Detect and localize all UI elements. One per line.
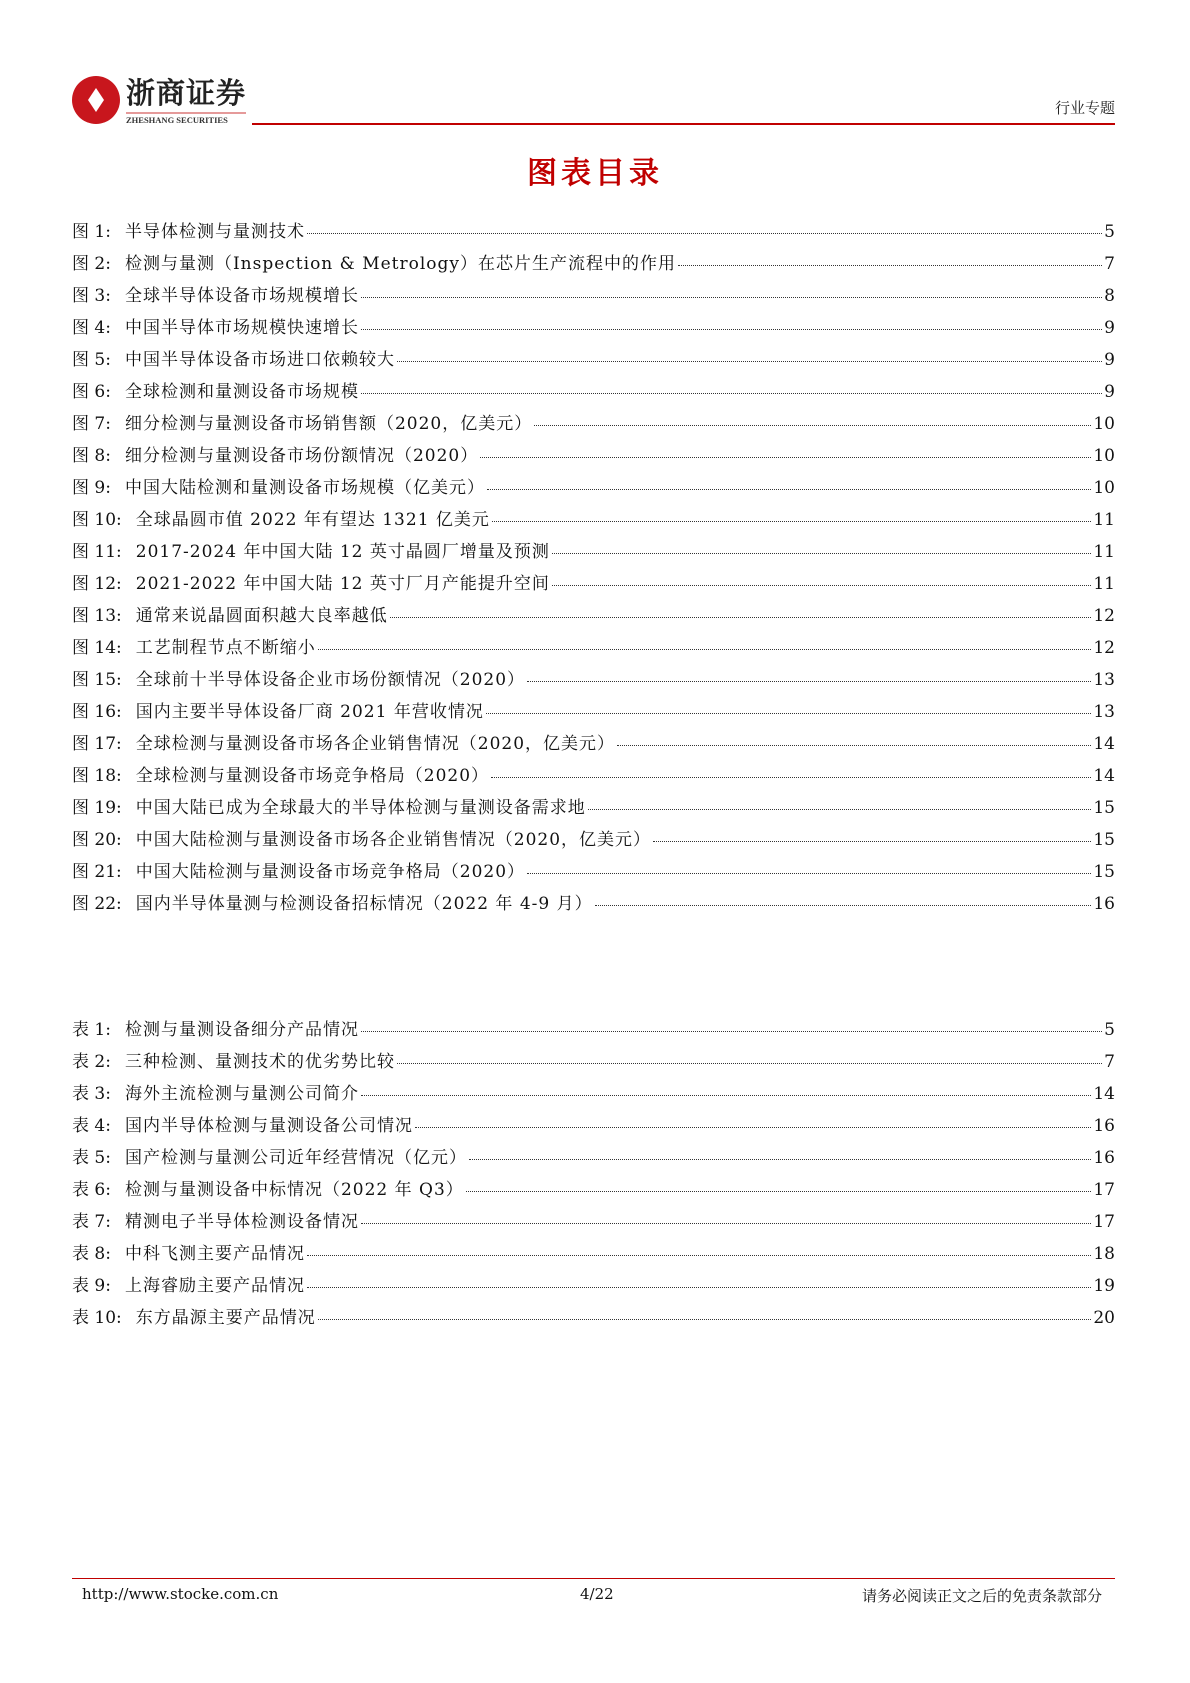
- dot-leader: [361, 1095, 1091, 1096]
- dot-leader: [307, 233, 1102, 234]
- dot-leader: [595, 905, 1092, 906]
- dot-leader: [466, 1191, 1092, 1192]
- figure-label: 图 13:: [72, 606, 122, 626]
- table-title: 检测与量测设备细分产品情况: [124, 1020, 359, 1040]
- footer-disclaimer: 请务必阅读正文之后的免责条款部分: [861, 1587, 1102, 1605]
- table-page: 17: [1093, 1212, 1115, 1232]
- table-title: 上海睿励主要产品情况: [124, 1276, 305, 1296]
- dot-leader: [480, 457, 1091, 458]
- dot-leader: [653, 841, 1091, 842]
- page-number: 4/22: [580, 1585, 614, 1603]
- figure-entry[interactable]: [72, 441, 1115, 473]
- dot-leader: [617, 745, 1091, 746]
- table-title: 国内半导体检测与量测设备公司情况: [124, 1116, 413, 1136]
- footer-url[interactable]: http://www.stocke.com.cn: [82, 1585, 279, 1603]
- figure-label: 图 21:: [72, 862, 122, 882]
- figure-entry[interactable]: [72, 377, 1115, 409]
- dot-leader: [361, 1223, 1091, 1224]
- table-page: 16: [1093, 1116, 1115, 1136]
- dot-leader: [318, 649, 1092, 650]
- dot-leader: [491, 777, 1091, 778]
- figure-page: 10: [1093, 478, 1115, 498]
- figure-title: 中国大陆已成为全球最大的半导体检测与量测设备需求地: [135, 798, 586, 818]
- figure-entry[interactable]: [72, 633, 1115, 665]
- table-title: 三种检测、量测技术的优劣势比较: [124, 1052, 395, 1072]
- figure-entry[interactable]: [72, 217, 1115, 249]
- table-label: 表 9:: [72, 1276, 111, 1296]
- table-entry[interactable]: [72, 1047, 1115, 1079]
- figure-title: 全球检测与量测设备市场各企业销售情况（2020，亿美元）: [135, 734, 616, 754]
- dot-leader: [397, 361, 1102, 362]
- figure-title: 2017-2024 年中国大陆 12 英寸晶圆厂增量及预测: [135, 542, 550, 562]
- table-label: 表 5:: [72, 1148, 111, 1168]
- figure-label: 图 5:: [72, 350, 111, 370]
- dot-leader: [527, 873, 1091, 874]
- figure-title: 中国半导体设备市场进口依赖较大: [124, 350, 395, 370]
- table-page: 5: [1104, 1020, 1115, 1040]
- dot-leader: [390, 617, 1092, 618]
- figure-label: 图 11:: [72, 542, 122, 562]
- figure-label: 图 19:: [72, 798, 122, 818]
- figure-page: 15: [1093, 798, 1115, 818]
- table-label: 表 2:: [72, 1052, 111, 1072]
- figure-page: 10: [1093, 414, 1115, 434]
- figure-label: 图 3:: [72, 286, 111, 306]
- figure-page: 8: [1104, 286, 1115, 306]
- dot-leader: [469, 1159, 1091, 1160]
- table-entry[interactable]: [72, 1239, 1115, 1271]
- figure-entry[interactable]: [72, 729, 1115, 761]
- table-entry[interactable]: [72, 1015, 1115, 1047]
- figure-label: 图 16:: [72, 702, 122, 722]
- dot-leader: [552, 585, 1091, 586]
- figure-title: 检测与量测（Inspection & Metrology）在芯片生产流程中的作用: [124, 254, 677, 274]
- figure-label: 图 15:: [72, 670, 122, 690]
- table-title: 精测电子半导体检测设备情况: [124, 1212, 359, 1232]
- figure-entry[interactable]: [72, 505, 1115, 537]
- figure-page: 9: [1104, 382, 1115, 402]
- figure-entry[interactable]: [72, 281, 1115, 313]
- table-page: 20: [1093, 1308, 1115, 1328]
- table-entry[interactable]: [72, 1271, 1115, 1303]
- dot-leader: [487, 489, 1091, 490]
- figure-page: 10: [1093, 446, 1115, 466]
- dot-leader: [361, 297, 1102, 298]
- dot-leader: [486, 713, 1092, 714]
- figure-label: 图 9:: [72, 478, 111, 498]
- table-label: 表 7:: [72, 1212, 111, 1232]
- figure-label: 图 22:: [72, 894, 122, 914]
- figure-label: 图 18:: [72, 766, 122, 786]
- figure-page: 9: [1104, 318, 1115, 338]
- figure-title: 国内半导体量测与检测设备招标情况（2022 年 4-9 月）: [135, 894, 593, 914]
- figure-entry[interactable]: [72, 793, 1115, 825]
- table-entry[interactable]: [72, 1175, 1115, 1207]
- table-page: 14: [1093, 1084, 1115, 1104]
- figure-list: [72, 217, 1115, 921]
- dot-leader: [361, 393, 1102, 394]
- figure-title: 国内主要半导体设备厂商 2021 年营收情况: [135, 702, 484, 722]
- dot-leader: [307, 1255, 1091, 1256]
- figure-label: 图 17:: [72, 734, 122, 754]
- figure-label: 图 10:: [72, 510, 122, 530]
- figure-label: 图 1:: [72, 222, 111, 242]
- logo-en: ZHESHANG SECURITIES: [126, 112, 246, 125]
- figure-title: 通常来说晶圆面积越大良率越低: [135, 606, 388, 626]
- figure-title: 全球晶圆市值 2022 年有望达 1321 亿美元: [135, 510, 490, 530]
- figure-title: 中国大陆检测与量测设备市场各企业销售情况（2020，亿美元）: [135, 830, 652, 850]
- table-label: 表 10:: [72, 1308, 122, 1328]
- figure-page: 15: [1093, 862, 1115, 882]
- table-page: 18: [1093, 1244, 1115, 1264]
- table-entry[interactable]: [72, 1111, 1115, 1143]
- figure-entry[interactable]: [72, 889, 1115, 921]
- table-entry[interactable]: [72, 1303, 1115, 1335]
- figure-page: 5: [1104, 222, 1115, 242]
- figure-label: 图 8:: [72, 446, 111, 466]
- table-label: 表 6:: [72, 1180, 111, 1200]
- table-entry[interactable]: [72, 1079, 1115, 1111]
- table-title: 海外主流检测与量测公司简介: [124, 1084, 359, 1104]
- dot-leader: [552, 553, 1091, 554]
- figure-title: 半导体检测与量测技术: [124, 222, 305, 242]
- dot-leader: [415, 1127, 1091, 1128]
- table-page: 19: [1093, 1276, 1115, 1296]
- figure-entry[interactable]: [72, 473, 1115, 505]
- figure-page: 13: [1093, 702, 1115, 722]
- figure-label: 图 14:: [72, 638, 122, 658]
- table-entry[interactable]: [72, 1207, 1115, 1239]
- table-label: 表 1:: [72, 1020, 111, 1040]
- figure-page: 9: [1104, 350, 1115, 370]
- figure-title: 工艺制程节点不断缩小: [135, 638, 316, 658]
- figure-entry[interactable]: [72, 313, 1115, 345]
- figure-label: 图 7:: [72, 414, 111, 434]
- figure-label: 图 12:: [72, 574, 122, 594]
- figure-entry[interactable]: [72, 825, 1115, 857]
- figure-entry[interactable]: [72, 857, 1115, 889]
- dot-leader: [534, 425, 1091, 426]
- logo-icon: [72, 76, 120, 124]
- table-label: 表 4:: [72, 1116, 111, 1136]
- figure-entry[interactable]: [72, 697, 1115, 729]
- figure-title: 中国大陆检测和量测设备市场规模（亿美元）: [124, 478, 485, 498]
- figure-page: 7: [1104, 254, 1115, 274]
- figure-title: 中国半导体市场规模快速增长: [124, 318, 359, 338]
- figure-page: 12: [1093, 606, 1115, 626]
- report-category: 行业专题: [1054, 99, 1115, 117]
- table-label: 表 3:: [72, 1084, 111, 1104]
- company-logo: [72, 76, 246, 125]
- figure-title: 中国大陆检测与量测设备市场竞争格局（2020）: [135, 862, 526, 882]
- logo-cn: 浙商证券: [126, 76, 247, 110]
- figure-page: 12: [1093, 638, 1115, 658]
- table-label: 表 8:: [72, 1244, 111, 1264]
- figure-label: 图 2:: [72, 254, 111, 274]
- figure-entry[interactable]: [72, 665, 1115, 697]
- dot-leader: [361, 329, 1102, 330]
- figure-page: 15: [1093, 830, 1115, 850]
- figure-label: 图 6:: [72, 382, 111, 402]
- header-divider: [252, 123, 1115, 125]
- table-list: [72, 1015, 1115, 1335]
- figure-title: 全球检测和量测设备市场规模: [124, 382, 359, 402]
- dot-leader: [361, 1031, 1102, 1032]
- footer-divider: [72, 1578, 1115, 1579]
- figure-label: 图 4:: [72, 318, 111, 338]
- dot-leader: [588, 809, 1092, 810]
- figure-title: 全球半导体设备市场规模增长: [124, 286, 359, 306]
- table-title: 国产检测与量测公司近年经营情况（亿元）: [124, 1148, 467, 1168]
- table-entry[interactable]: [72, 1143, 1115, 1175]
- dot-leader: [678, 265, 1102, 266]
- figure-title: 全球检测与量测设备市场竞争格局（2020）: [135, 766, 490, 786]
- figure-page: 11: [1093, 574, 1115, 594]
- figure-page: 14: [1093, 766, 1115, 786]
- figure-page: 11: [1093, 510, 1115, 530]
- table-page: 16: [1093, 1148, 1115, 1168]
- figure-title: 细分检测与量测设备市场份额情况（2020）: [124, 446, 479, 466]
- figure-page: 11: [1093, 542, 1115, 562]
- page-title: 图表目录: [527, 156, 663, 191]
- dot-leader: [307, 1287, 1091, 1288]
- figure-page: 16: [1093, 894, 1115, 914]
- dot-leader: [492, 521, 1091, 522]
- dot-leader: [527, 681, 1091, 682]
- figure-entry[interactable]: [72, 345, 1115, 377]
- figure-page: 13: [1093, 670, 1115, 690]
- figure-label: 图 20:: [72, 830, 122, 850]
- figure-title: 全球前十半导体设备企业市场份额情况（2020）: [135, 670, 526, 690]
- table-title: 检测与量测设备中标情况（2022 年 Q3）: [124, 1180, 464, 1200]
- table-title: 中科飞测主要产品情况: [124, 1244, 305, 1264]
- dot-leader: [397, 1063, 1102, 1064]
- dot-leader: [318, 1319, 1092, 1320]
- table-title: 东方晶源主要产品情况: [135, 1308, 316, 1328]
- figure-title: 细分检测与量测设备市场销售额（2020，亿美元）: [124, 414, 533, 434]
- figure-entry[interactable]: [72, 601, 1115, 633]
- figure-entry[interactable]: [72, 409, 1115, 441]
- table-page: 17: [1093, 1180, 1115, 1200]
- figure-title: 2021-2022 年中国大陆 12 英寸厂月产能提升空间: [135, 574, 550, 594]
- figure-entry[interactable]: [72, 761, 1115, 793]
- figure-page: 14: [1093, 734, 1115, 754]
- figure-entry[interactable]: [72, 537, 1115, 569]
- table-page: 7: [1104, 1052, 1115, 1072]
- figure-entry[interactable]: [72, 569, 1115, 601]
- figure-entry[interactable]: [72, 249, 1115, 281]
